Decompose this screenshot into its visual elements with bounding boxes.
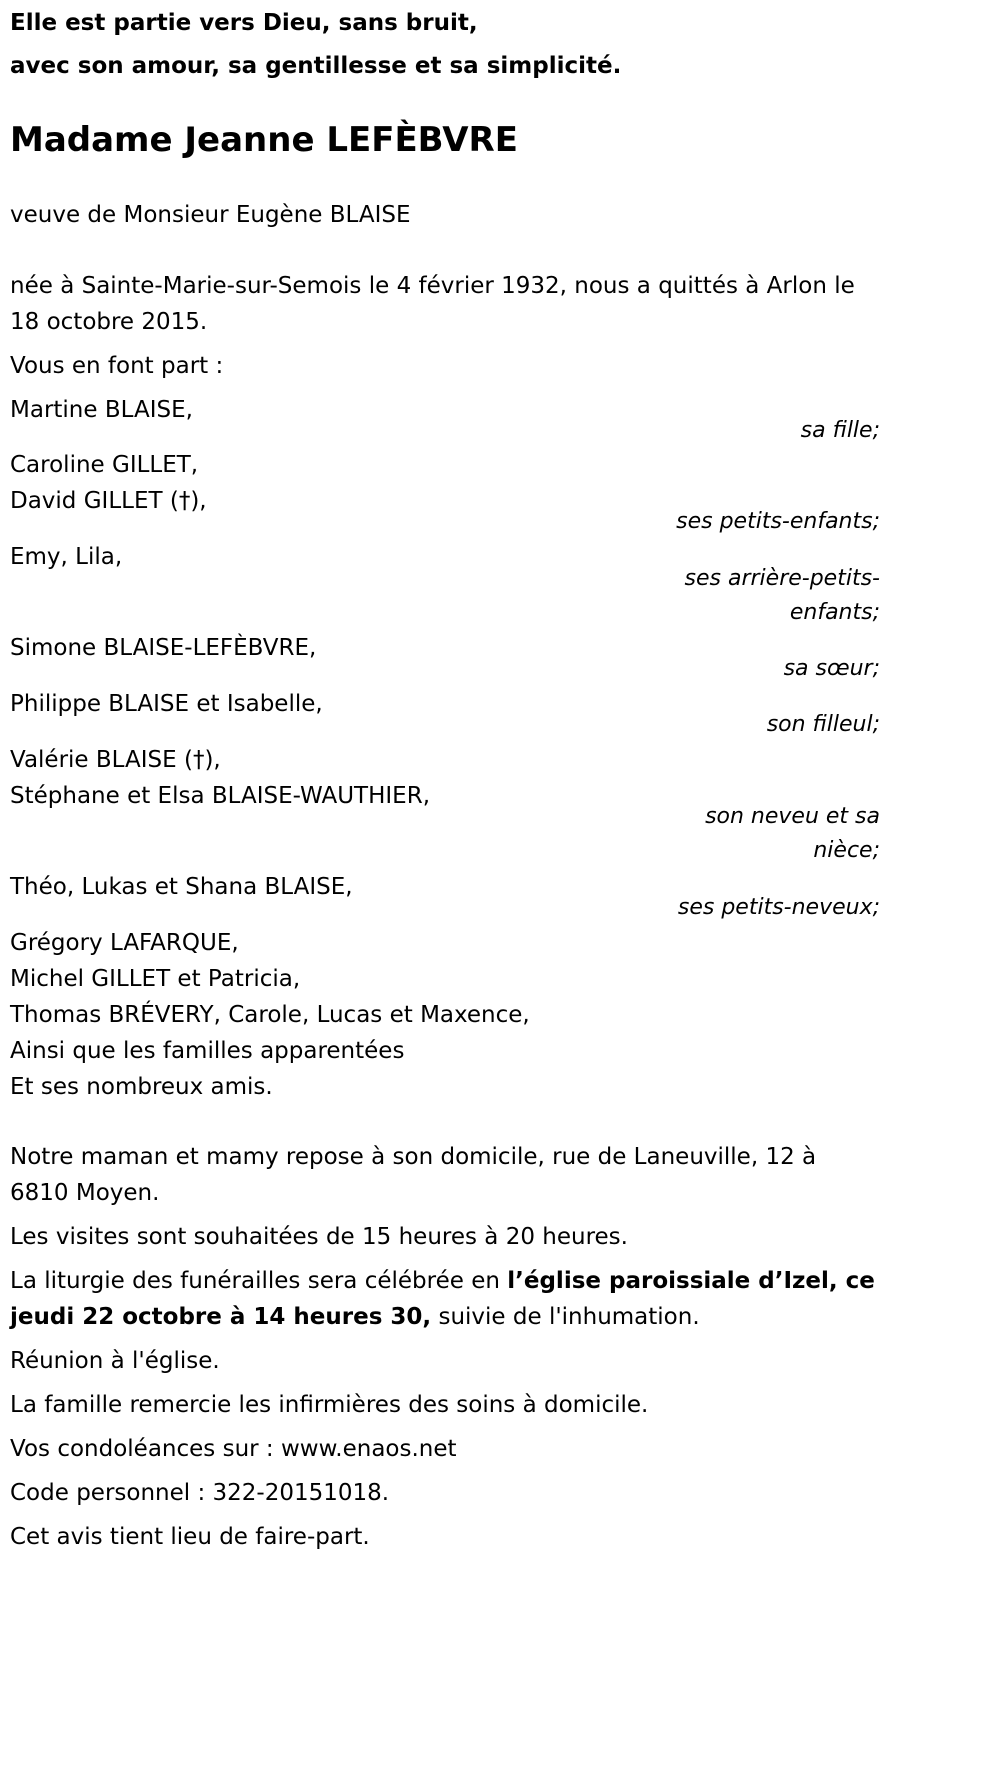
intro-line-2: avec son amour, sa gentillesse et sa simplicité. [10, 53, 622, 79]
other-family-line: Ainsi que les familles apparentées [10, 1038, 405, 1064]
liturgy-text: La liturgie des funérailles sera célébrée en [10, 1268, 508, 1294]
family-name: Emy, Lila, [10, 544, 123, 570]
family-name: Stéphane et Elsa BLAISE-WAUTHIER, [10, 783, 431, 809]
intro-line-1: Elle est partie vers Dieu, sans bruit, [10, 10, 478, 36]
family-name: Simone BLAISE-LEFÈBVRE, [10, 635, 317, 661]
other-family-line: Michel GILLET et Patricia, [10, 966, 301, 992]
family-name: Valérie BLAISE (†), [10, 747, 221, 773]
family-relation: son filleul; [766, 712, 880, 737]
widow-line: veuve de Monsieur Eugène BLAISE [10, 202, 411, 228]
birth-line-1: née à Sainte-Marie-sur-Semois le 4 février 1932, nous a quittés à Arlon le [10, 273, 855, 299]
family-name: Caroline GILLET, [10, 452, 199, 478]
liturgy-date: jeudi 22 octobre à 14 heures 30, [10, 1304, 432, 1330]
family-relation: sa fille; [800, 418, 880, 443]
deceased-name: Madame Jeanne LEFÈBVRE [10, 120, 518, 160]
family-name: Théo, Lukas et Shana BLAISE, [10, 874, 353, 900]
family-relation: son neveu et sa [705, 804, 880, 829]
birth-line-2: 18 octobre 2015. [10, 309, 208, 335]
code-line: Code personnel : 322-20151018. [10, 1480, 390, 1506]
family-name: Martine BLAISE, [10, 397, 193, 423]
family-name: Philippe BLAISE et Isabelle, [10, 691, 323, 717]
other-family-line: Et ses nombreux amis. [10, 1074, 273, 1100]
family-relation: ses petits-enfants; [676, 509, 880, 534]
family-relation: ses arrière-petits- [684, 566, 880, 591]
liturgy-line-2 [10, 1300, 700, 1335]
liturgy-line-1 [10, 1264, 875, 1299]
notice-line: Cet avis tient lieu de faire-part. [10, 1524, 370, 1550]
rest-line-1: Notre maman et mamy repose à son domicile, rue de Laneuville, 12 à [10, 1144, 817, 1170]
meeting-line: Réunion à l'église. [10, 1348, 220, 1374]
family-relation: nièce; [813, 838, 880, 863]
liturgy-text: suivie de l'inhumation. [431, 1304, 700, 1330]
condolences-line: Vos condoléances sur : www.enaos.net [10, 1436, 457, 1462]
liturgy-place: l’église paroissiale d’Izel, ce [507, 1268, 875, 1294]
other-family-line: Grégory LAFARQUE, [10, 930, 239, 956]
family-relation: sa sœur; [783, 656, 880, 681]
family-name: David GILLET (†), [10, 488, 207, 514]
announce-line: Vous en font part : [10, 353, 224, 379]
thanks-line: La famille remercie les infirmières des soins à domicile. [10, 1392, 649, 1418]
other-family-line: Thomas BRÉVERY, Carole, Lucas et Maxence, [10, 1002, 530, 1028]
family-relation: enfants; [789, 600, 880, 625]
rest-line-2: 6810 Moyen. [10, 1180, 160, 1206]
family-relation: ses petits-neveux; [677, 895, 880, 920]
visits-line: Les visites sont souhaitées de 15 heures à 20 heures. [10, 1224, 628, 1250]
